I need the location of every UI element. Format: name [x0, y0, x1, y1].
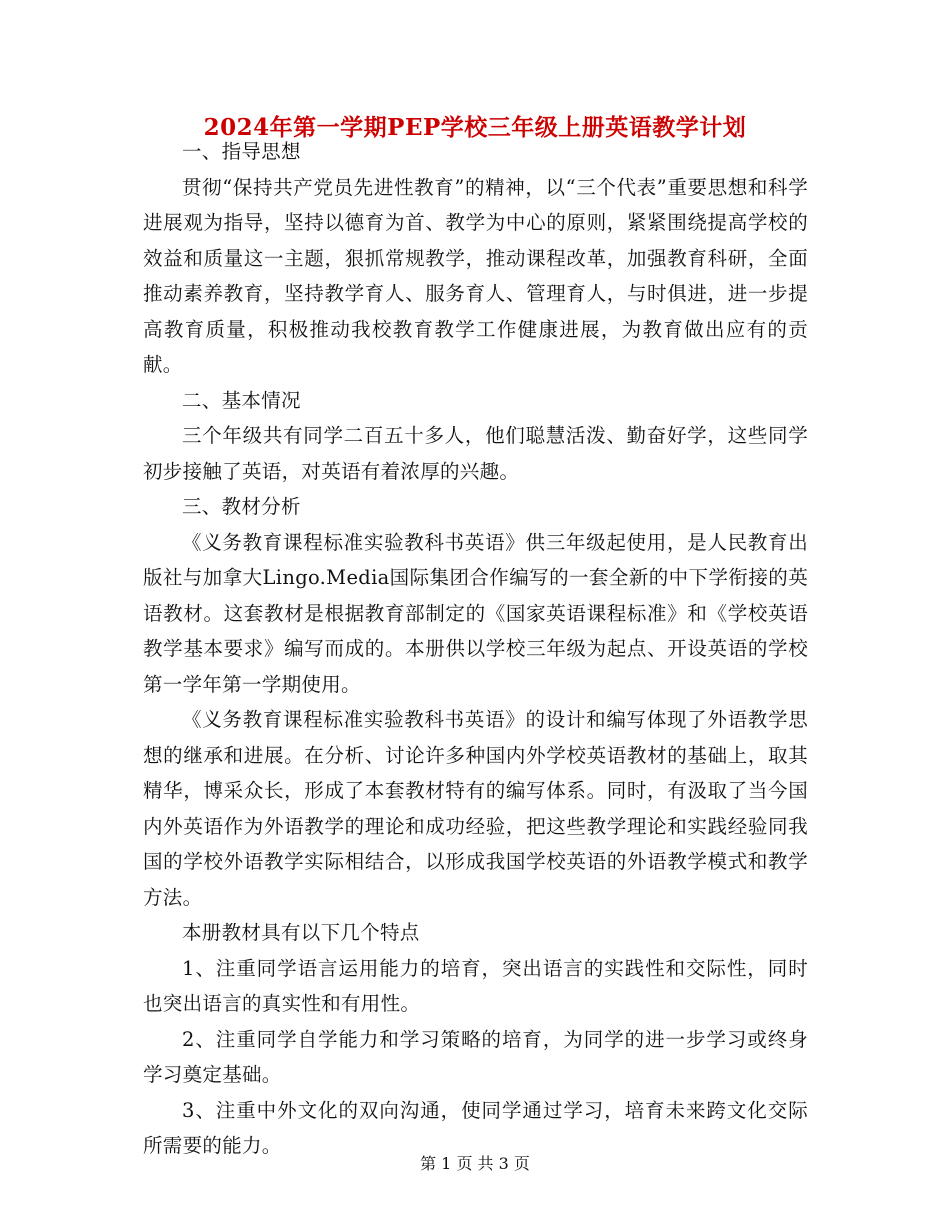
list-item-feature-3: 3、注重中外文化的双向沟通，使同学通过学习，培育未来跨文化交际所需要的能力。	[143, 1098, 808, 1157]
paragraph-basic-situation: 三个年级共有同学二百五十多人，他们聪慧活泼、勤奋好学，这些同学初步接触了英语，对英语有着浓厚的兴趣。	[143, 424, 808, 483]
paragraph-textbook-intro: 《义务教育课程标准实验教科书英语》供三年级起使用，是人民教育出版社与加拿大Lingo.Media国际集团合作编写的一套全新的中下学衔接的英语教材。这套教材是根据教育部制定的《国家英语课程标准》和《学校英语教学基本要求》编写而成的。本册供以学校三年级为起点、开设英语的学校第一学年第一学期使用。	[143, 530, 808, 696]
paragraph-features-intro: 本册教材具有以下几个特点	[182, 921, 420, 944]
document-title: 2024年第一学期PEP学校三年级上册英语教学计划	[203, 114, 747, 141]
section-heading-basic-situation: 二、基本情况	[182, 388, 301, 412]
paragraph-guiding-ideology: 贯彻“保持共产党员先进性教育”的精神，以“三个代表”重要思想和科学进展观为指导，坚持以德育为首、教学为中心的原则，紧紧围绕提高学校的效益和质量这一主题，狠抓常规教学，推动课程改革，加强教育科研，全面推动素养教育，坚持教学育人、服务育人、管理育人，与时俱进，进一步提高教育质量，积极推动我校教育教学工作健康进展，为教育做出应有的贡献。	[143, 175, 808, 376]
document-body	[143, 134, 808, 1164]
paragraph-textbook-design: 《义务教育课程标准实验教科书英语》的设计和编写体现了外语教学思想的继承和进展。在分析、讨论许多种国内外学校英语教材的基础上，取其精华，博采众长，形成了本套教材特有的编写体系。同时，有汲取了当今国内外英语作为外语教学的理论和成功经验，把这些教学理论和实践经验同我国的学校外语教学实际相结合，以形成我国学校英语的外语教学模式和教学方法。	[143, 708, 808, 909]
section-heading-guiding-ideology: 一、指导思想	[182, 140, 301, 163]
list-item-feature-1: 1、注重同学语言运用能力的培育，突出语言的实践性和交际性，同时也突出语言的真实性和有用性。	[143, 956, 808, 1015]
list-item-feature-2: 2、注重同学自学能力和学习策略的培育，为同学的进一步学习或终身学习奠定基础。	[143, 1027, 808, 1086]
section-heading-textbook-analysis: 三、教材分析	[182, 495, 301, 518]
page-number-footer: 第 1 页 共 3 页	[420, 1154, 530, 1173]
